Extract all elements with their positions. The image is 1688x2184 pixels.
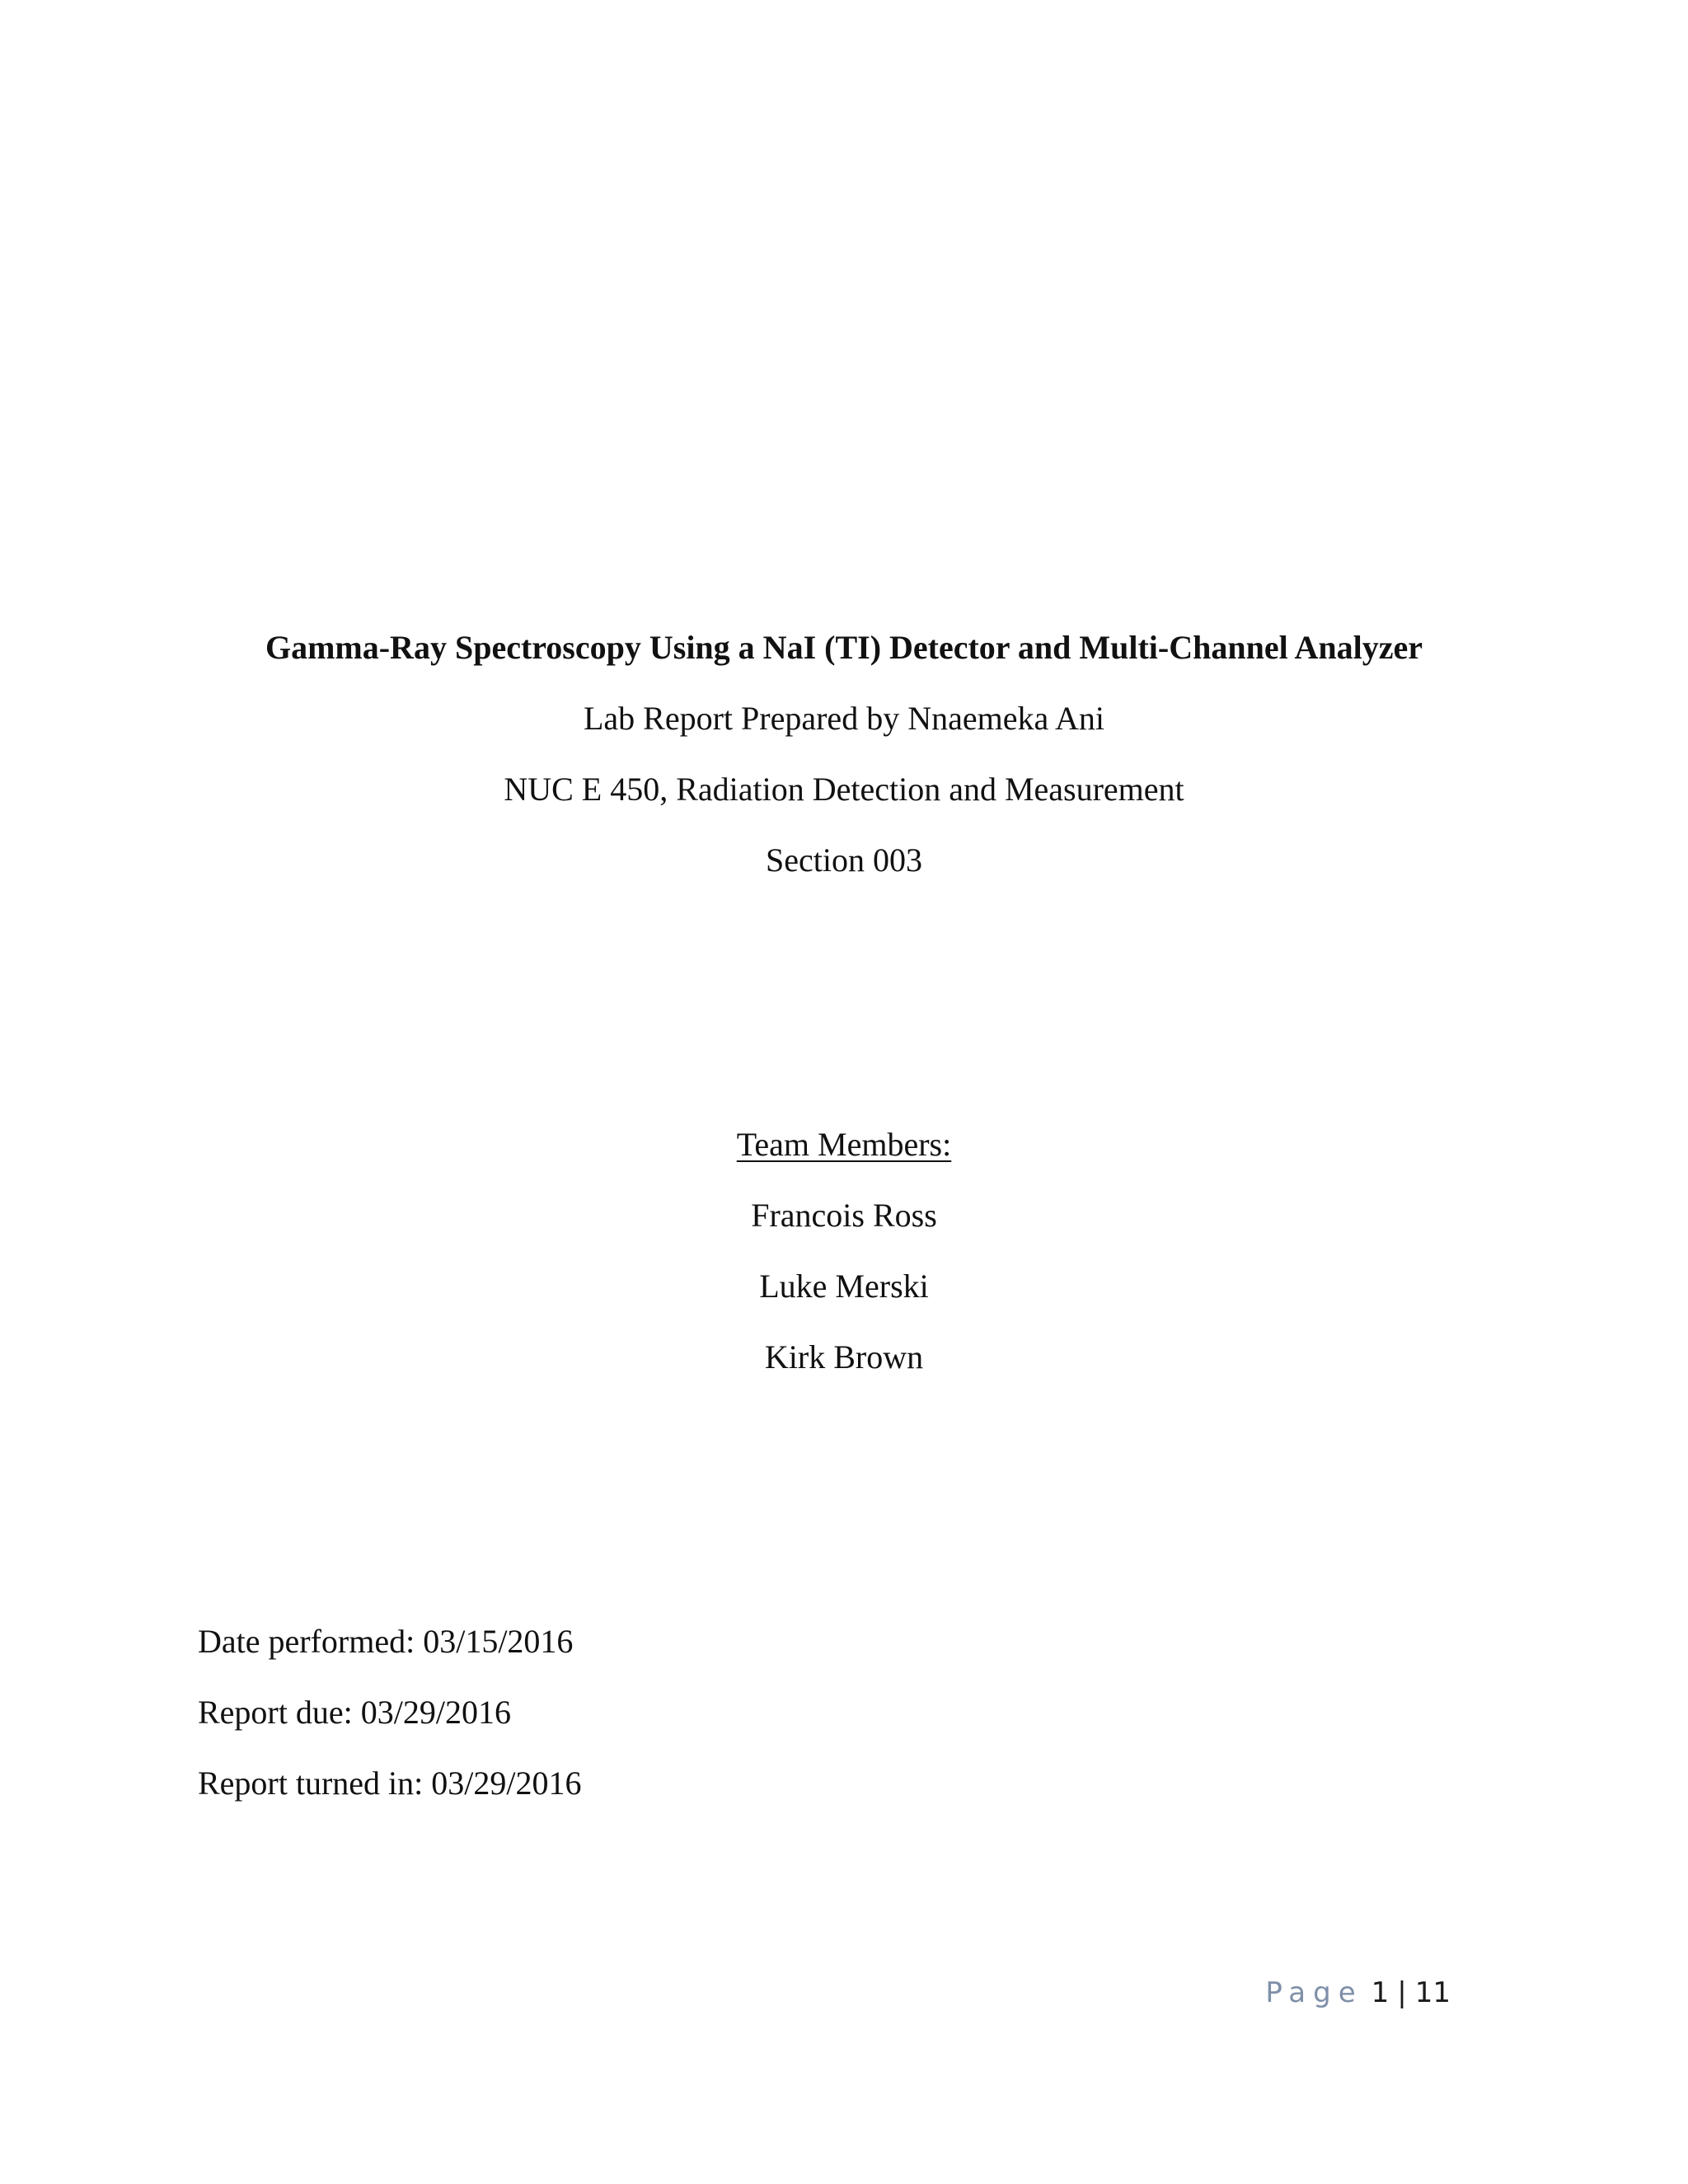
page-footer bbox=[1265, 1975, 1451, 2011]
page-number: 1 bbox=[1371, 1976, 1390, 2009]
page-word: Page bbox=[1265, 1976, 1363, 2009]
team-members-heading: Team Members: bbox=[736, 1126, 952, 1163]
report-title: Gamma-Ray Spectroscopy Using a NaI (TI) Detector and Multi-Channel Analyzer bbox=[265, 629, 1423, 666]
report-due: Report due: 03/29/2016 bbox=[198, 1694, 511, 1731]
page-separator: | bbox=[1397, 1976, 1407, 2009]
team-member: Luke Merski bbox=[759, 1268, 929, 1305]
total-pages: 11 bbox=[1414, 1976, 1451, 2009]
course-line: NUC E 450, Radiation Detection and Measurement bbox=[504, 771, 1184, 808]
prepared-by-line: Lab Report Prepared by Nnaemeka Ani bbox=[583, 700, 1104, 737]
date-performed: Date performed: 03/15/2016 bbox=[198, 1623, 574, 1660]
report-turned-in: Report turned in: 03/29/2016 bbox=[198, 1765, 582, 1802]
team-heading-wrapper bbox=[0, 1125, 1688, 1165]
section-line: Section 003 bbox=[766, 841, 922, 879]
team-member: Francois Ross bbox=[751, 1197, 937, 1234]
team-member: Kirk Brown bbox=[764, 1338, 924, 1376]
